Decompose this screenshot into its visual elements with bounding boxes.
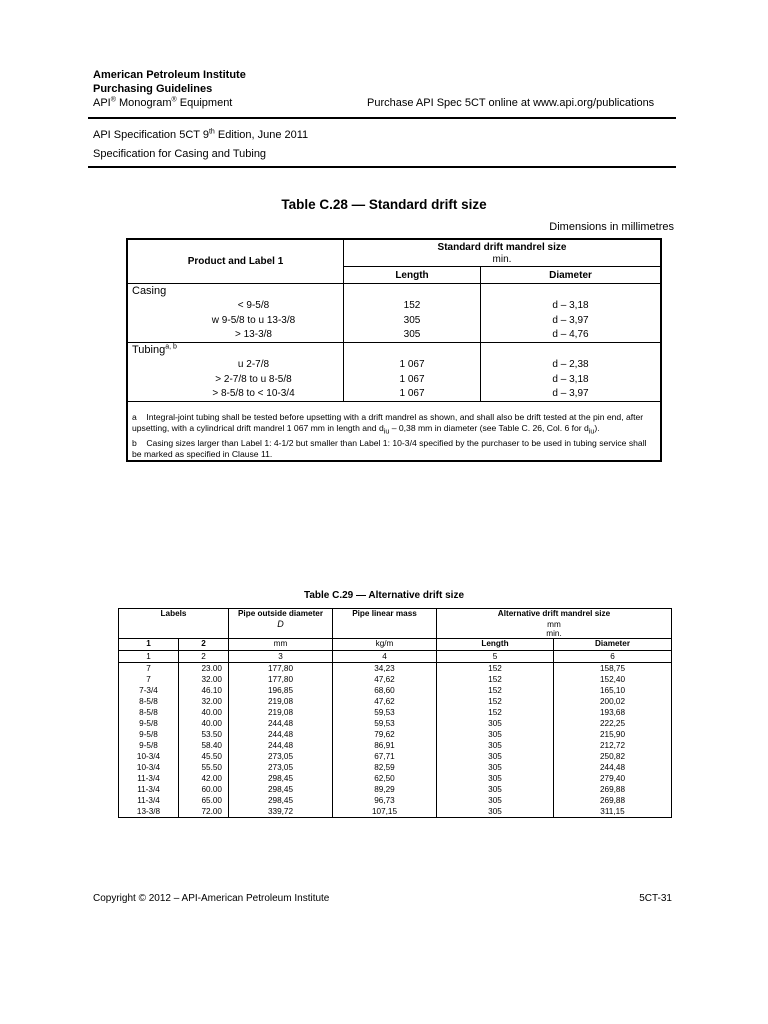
table-row: < 9-5/8 152 d – 3,18 [127, 298, 661, 313]
page-number: 5CT-31 [639, 893, 672, 904]
spec-title: Specification for Casing and Tubing [93, 148, 267, 160]
table-row: > 13-3/8 305 d – 4,76 [127, 328, 661, 343]
table-cell: 152 [437, 663, 554, 675]
table-row: w 9-5/8 to u 13-3/8 305 d – 3,97 [127, 313, 661, 328]
purchase-link[interactable]: Purchase API Spec 5CT online at www.api.org/publications [367, 97, 655, 109]
table-row: u 2-7/8 1 067 d – 2,38 [127, 357, 661, 372]
table-cell: 196,85 [229, 685, 333, 696]
table-cell: 298,45 [229, 773, 333, 784]
table-cell: 65.00 [179, 795, 229, 806]
table-cell: 298,45 [229, 784, 333, 795]
table-cell: 46.10 [179, 685, 229, 696]
table-c29: Labels Pipe outside diameter D Pipe linear mass Alternative drift mandrel size mm min. 1 2 mm kg/m Length Diameter 1 2 3 4 5 6 7 23.00 177,80 34,23 152 158,75 7 32.00 177,80 47,62 152 152,40 7-3/4 46.10 196,85 68,60 152 165,10 8-5/8 32.00 219,08 47,62 152 200,02 8-5/8 40.00 219,08 59,53 152 193,68 9-5/8 40.00 244,48 59,53 305 222,25 9-5/8 53.50 244,48 79,62 305 215,90 9-5/8 58.40 244,48 86,91 305 212,72 10-3/4 45.50 273,05 67,71 305 250,82 10-3/4 55.50 273,05 82,59 305 244,48 11-3/4 42.00 298,45 62,50 305 279,40 11-3/4 60.00 298,45 89,29 305 269,88 11-3/4 65.00 298,45 96,73 305 269,88 13-3/8 72.00 339,72 107,15 305 311,15 [118, 608, 672, 818]
table-cell: 7-3/4 [139, 685, 158, 695]
header-block [93, 68, 246, 96]
table-cell: 305 [437, 729, 554, 740]
table-c28-title: Table C.28 — Standard drift size [281, 197, 487, 212]
table-cell: 67,71 [333, 751, 437, 762]
table-cell: 273,05 [229, 762, 333, 773]
col-length-header: Length [344, 267, 481, 284]
table-cell: 82,59 [333, 762, 437, 773]
table-cell: 59,53 [333, 707, 437, 718]
table-cell: 305 [437, 806, 554, 818]
alt-mandrel-header: Alternative drift mandrel size [437, 609, 672, 621]
table-cell: 96,73 [333, 795, 437, 806]
guidelines-title: Purchasing Guidelines [93, 83, 213, 95]
table-cell: 219,08 [229, 696, 333, 707]
table-cell: 152 [437, 696, 554, 707]
table-cell: 32.00 [179, 696, 229, 707]
table-row [119, 674, 672, 685]
table-cell: 244,48 [229, 729, 333, 740]
table-cell: 23.00 [179, 663, 229, 675]
table-cell: 11-3/4 [137, 773, 160, 783]
table-cell: 13-3/8 [136, 806, 161, 816]
table-cell: 215,90 [554, 729, 672, 740]
table-cell: 152,40 [554, 674, 672, 685]
table-row [119, 663, 672, 675]
table-cell: 152 [437, 685, 554, 696]
table-cell: 8-5/8 [139, 696, 158, 706]
table-row [119, 729, 672, 740]
table-cell: 9-5/8 [139, 729, 158, 739]
table-row [119, 762, 672, 773]
labels-header: Labels [160, 609, 187, 618]
table-cell: 244,48 [229, 718, 333, 729]
footer-copyright: Copyright © 2012 – API-American Petroleum Institute [93, 893, 330, 904]
table-c28 [126, 238, 662, 462]
table-cell: 8-5/8 [139, 707, 158, 717]
table-cell: 55.50 [179, 762, 229, 773]
table-cell: 62,50 [333, 773, 437, 784]
table-cell: 305 [437, 762, 554, 773]
table-cell: 305 [437, 784, 554, 795]
table-row [119, 718, 672, 729]
table-cell: 72.00 [179, 806, 229, 818]
table-cell: 250,82 [554, 751, 672, 762]
table-cell: 219,08 [229, 707, 333, 718]
table-cell: 7 [146, 674, 151, 684]
table-cell: 305 [437, 773, 554, 784]
table-cell: 10-3/4 [136, 751, 161, 761]
table-cell: 165,10 [554, 685, 672, 696]
table-row [119, 784, 672, 795]
table-cell: 273,05 [229, 751, 333, 762]
table-cell: 60.00 [179, 784, 229, 795]
table-cell: 193,68 [554, 707, 672, 718]
table-cell: 244,48 [554, 762, 672, 773]
table-cell: 200,02 [554, 696, 672, 707]
table-cell: 47,62 [333, 674, 437, 685]
table-cell: 305 [437, 795, 554, 806]
table-cell: 269,88 [554, 784, 672, 795]
header-divider-bottom [88, 166, 676, 168]
table-cell: 152 [437, 674, 554, 685]
column-number-row: 1 2 3 4 5 6 [119, 651, 672, 663]
table-cell: 222,25 [554, 718, 672, 729]
table-cell: 89,29 [333, 784, 437, 795]
table-cell: 86,91 [333, 740, 437, 751]
table-cell: 298,45 [229, 795, 333, 806]
table-cell: 158,75 [554, 663, 672, 675]
table-cell: 34,23 [333, 663, 437, 675]
table-cell: 42.00 [179, 773, 229, 784]
spec-edition: API Specification 5CT 9th Edition, June 2011 [93, 128, 309, 141]
header-divider [88, 117, 676, 119]
table-cell: 305 [437, 740, 554, 751]
table-cell: 305 [437, 751, 554, 762]
table-cell: 305 [437, 718, 554, 729]
table-cell: 244,48 [229, 740, 333, 751]
table-cell: 68,60 [333, 685, 437, 696]
table-cell: 311,15 [554, 806, 672, 818]
table-cell: 11-3/4 [137, 795, 160, 805]
table-cell: 40.00 [179, 707, 229, 718]
note-b: b Casing sizes larger than Label 1: 4-1/2 but smaller than Label 1: 10-3/4 specified by the purchaser to be used in tubing service shall be marked as specified in Clause 11. [132, 437, 647, 459]
table-cell: 177,80 [229, 674, 333, 685]
table-cell: 177,80 [229, 663, 333, 675]
pipe-od-header: Pipe outside diameter D [229, 609, 333, 639]
table-cell: 40.00 [179, 718, 229, 729]
tubing-label: Tubing$^{a, b}$ [127, 343, 344, 357]
table-notes [127, 402, 661, 461]
alt-mandrel-units: mm min. [437, 620, 672, 639]
col-diameter-header: Diameter [481, 267, 662, 284]
table-cell: 9-5/8 [139, 718, 158, 728]
table-row: > 8-5/8 to < 10-3/4 1 067 d – 3,97 [127, 387, 661, 402]
table-cell: 269,88 [554, 795, 672, 806]
table-cell: 59,53 [333, 718, 437, 729]
table-row: > 2-7/8 to u 8-5/8 1 067 d – 3,18 [127, 372, 661, 387]
table-row [119, 696, 672, 707]
col-product-header: Product and Label 1 [127, 239, 344, 284]
table-row [119, 806, 672, 818]
table-cell: 53.50 [179, 729, 229, 740]
table-cell: 107,15 [333, 806, 437, 818]
table-cell: 11-3/4 [137, 784, 160, 794]
table-row [119, 751, 672, 762]
table-row [119, 795, 672, 806]
table-row [119, 773, 672, 784]
table-c29-title: Table C.29 — Alternative drift size [303, 590, 465, 601]
casing-label: Casing [132, 284, 167, 297]
table-cell: 32.00 [179, 674, 229, 685]
table-cell: 212,72 [554, 740, 672, 751]
org-name: American Petroleum Institute [93, 69, 246, 81]
table-cell: 58.40 [179, 740, 229, 751]
col-group-header: Standard drift mandrel size min. [344, 239, 662, 267]
table-cell: 79,62 [333, 729, 437, 740]
table-cell: 9-5/8 [139, 740, 158, 750]
table-cell: 152 [437, 707, 554, 718]
table-cell: 339,72 [229, 806, 333, 818]
table-cell: 7 [146, 663, 151, 673]
table-cell: 10-3/4 [136, 762, 161, 772]
table-cell: 47,62 [333, 696, 437, 707]
table-row [119, 685, 672, 696]
table-cell: 279,40 [554, 773, 672, 784]
table-row [119, 707, 672, 718]
monogram-line: API® Monogram® Equipment [93, 96, 233, 109]
linear-mass-header: Pipe linear mass [333, 609, 437, 639]
table-cell: 45.50 [179, 751, 229, 762]
table-c28-units: Dimensions in millimetres [549, 221, 674, 233]
note-a: a Integral-joint tubing shall be tested before upsetting with a drift mandrel as shown, and shall also be drift tested at the pin end, after upsetting, with a cylindrical drift mandrel 1 067 mm in length and $d_{iu} - 0,38$ mm in diameter (see Table C. 26, Col. 6 for $d_{iu}$). [132, 412, 644, 436]
table-row [119, 740, 672, 751]
